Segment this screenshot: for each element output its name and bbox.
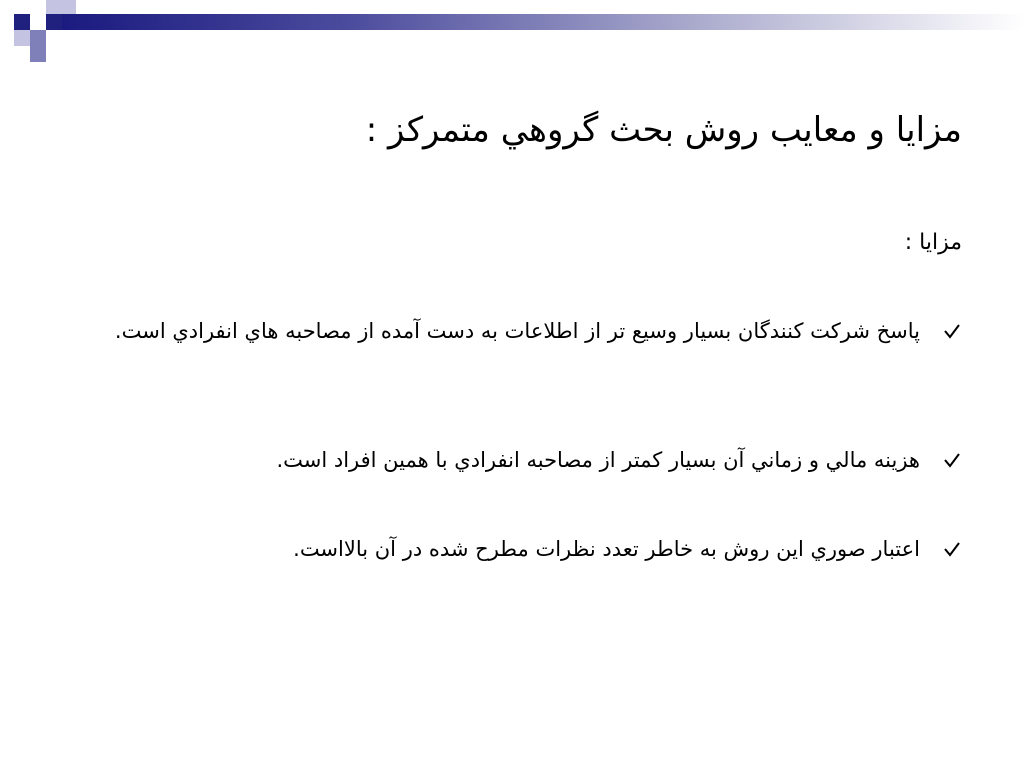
header-square <box>62 0 76 14</box>
bullet-text: هزينه مالي و زماني آن بسيار كمتر از مصاحبه انفرادي با همين افراد است. <box>276 448 920 472</box>
header-decoration <box>0 0 1024 64</box>
list-item <box>86 314 962 348</box>
header-square <box>30 30 46 46</box>
header-square <box>46 14 62 30</box>
checkmark-icon <box>942 532 962 566</box>
header-square <box>14 14 30 30</box>
bullet-text: اعتبار صوري اين روش به خاطر تعدد نظرات مطرح شده در آن بالااست. <box>293 537 920 561</box>
bullet-text: پاسخ شركت كنندگان بسيار وسيع تر از اطلاعات به دست آمده از مصاحبه هاي انفرادي است. <box>114 319 920 343</box>
header-square <box>14 30 30 46</box>
checkmark-icon <box>942 443 962 477</box>
list-item <box>86 532 962 566</box>
section-label-advantages: مزايا : <box>904 230 962 255</box>
header-gradient-bar <box>62 14 1024 30</box>
slide-title: مزايا و معايب روش بحث گروهي متمركز : <box>365 110 962 150</box>
checkmark-icon <box>942 314 962 348</box>
list-item <box>86 443 962 477</box>
header-square <box>46 0 62 14</box>
header-square <box>30 46 46 62</box>
